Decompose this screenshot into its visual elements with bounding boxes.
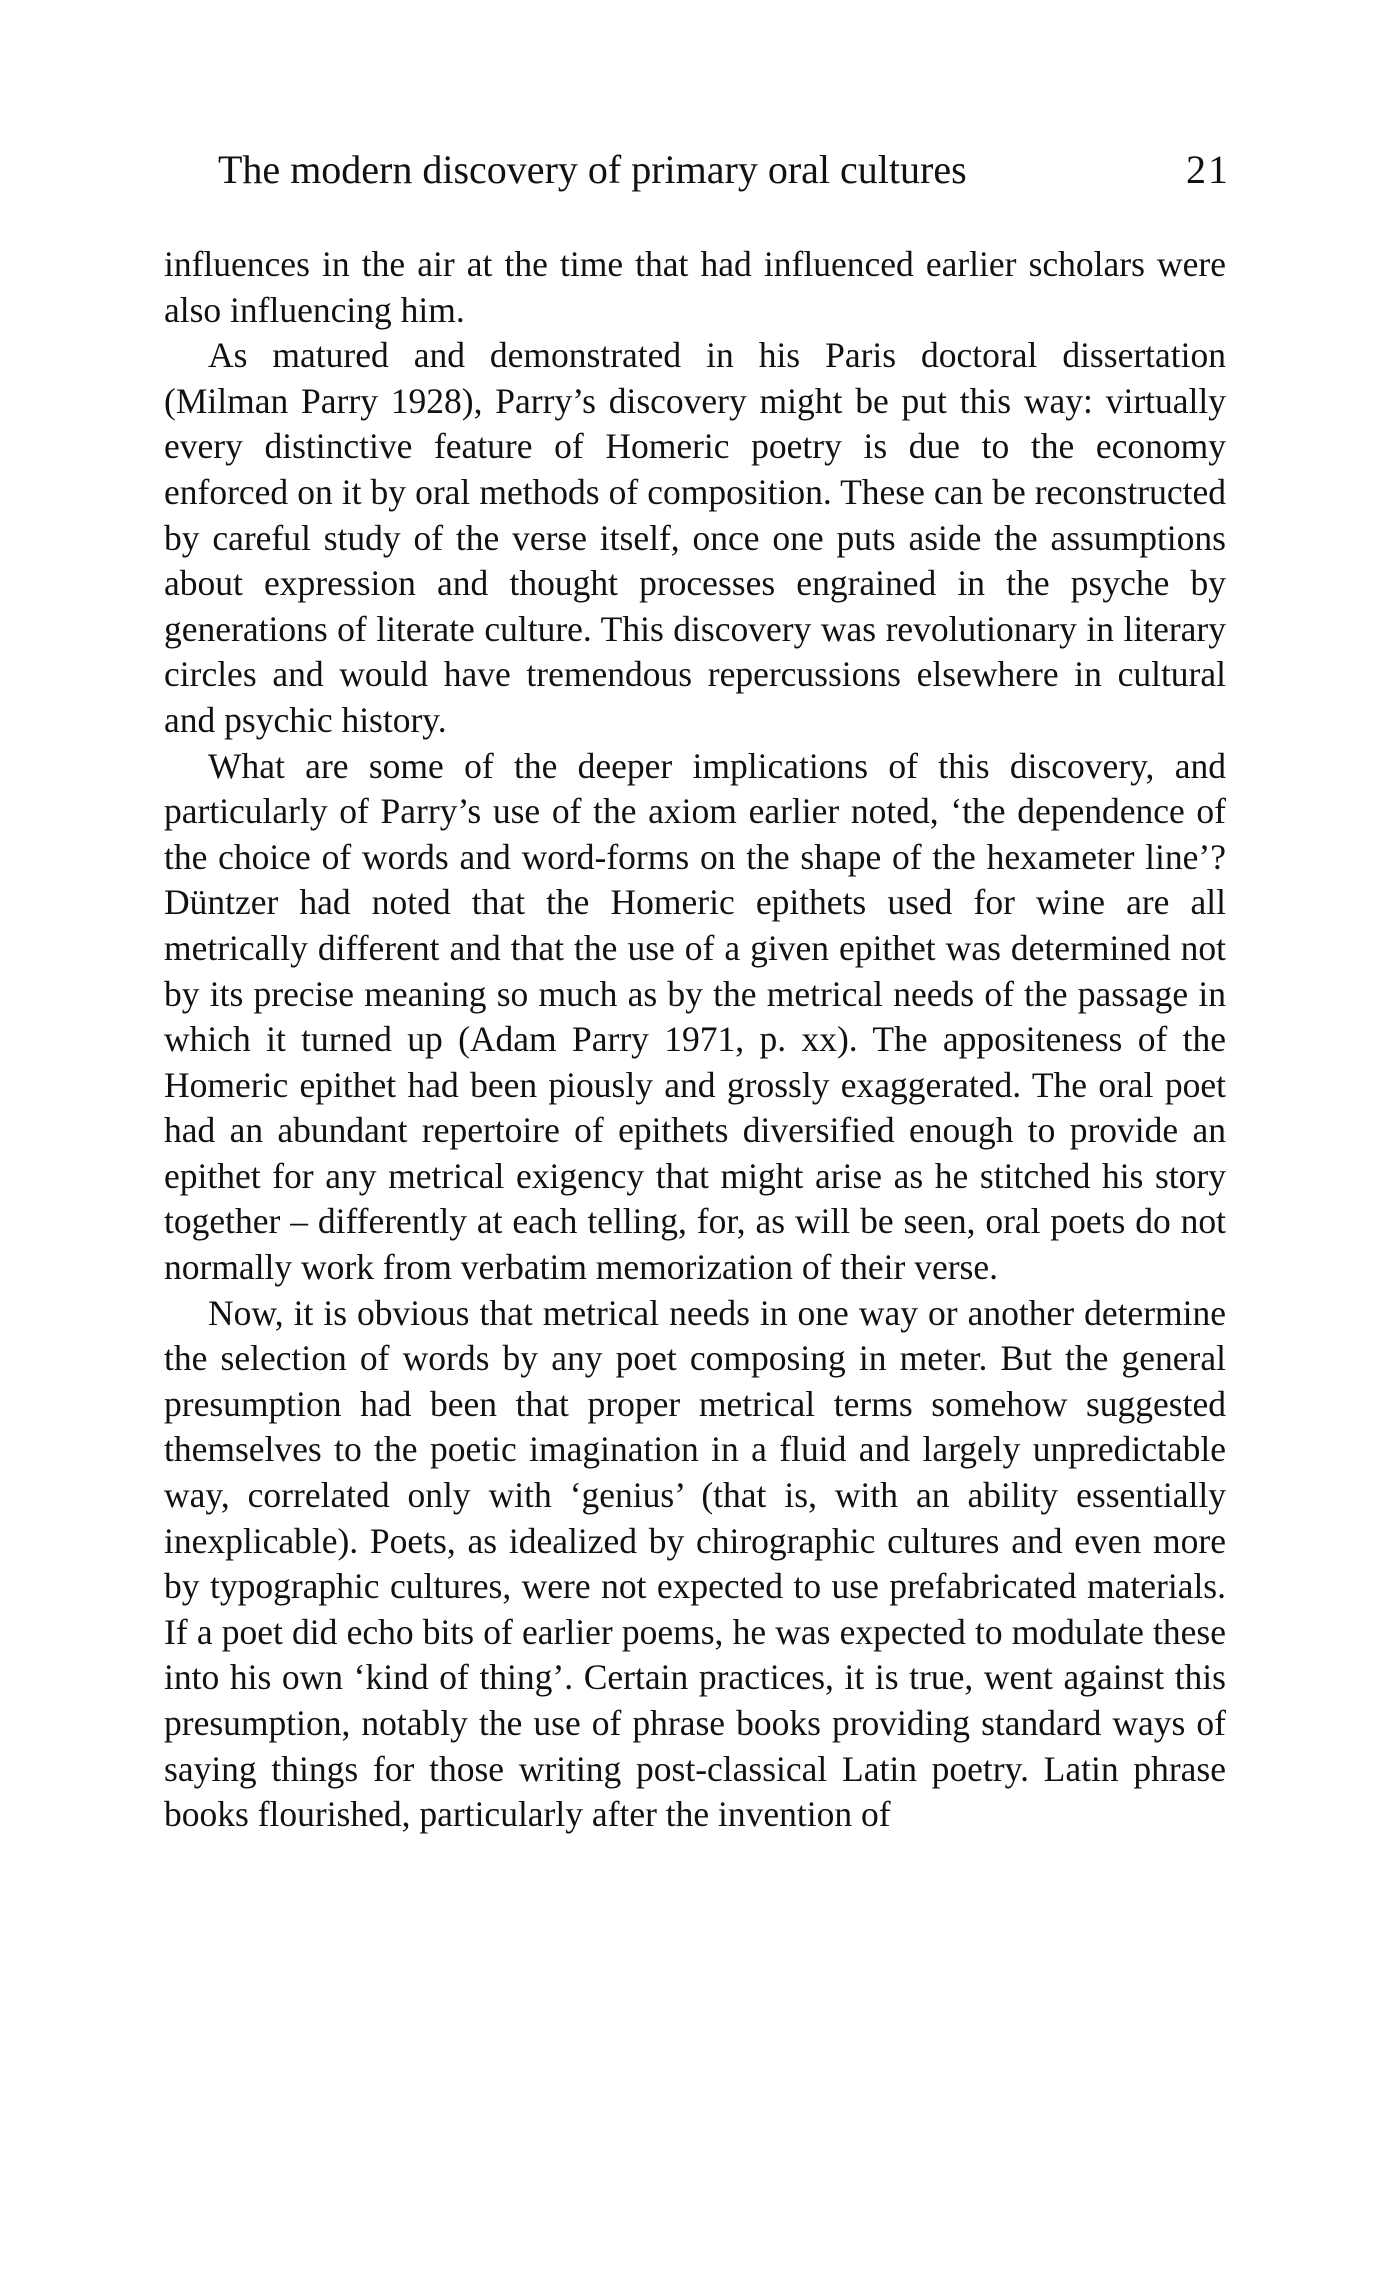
running-head (218, 146, 1230, 194)
paragraph: As matured and demonstrated in his Paris doctoral dissertation (Milman Parry 1928), Parry’s discovery might be put this way: virtually every distinctive feature of Homeric poetry is due to the economy enforced on it by oral methods of composition. These can be reconstructed by careful study of the verse itself, once one puts aside the assumptions about expression and thought processes engrained in the psyche by generations of literate culture. This discovery was revolutionary in literary circles and would have tremendous repercussions elsewhere in cultural and psychic history. (164, 335, 1226, 740)
page-number: 21 (1186, 147, 1230, 192)
paragraph: What are some of the deeper implications of this discovery, and particularly of Parry’s use of the axiom earlier noted, ‘the dependence of the choice of words and word-forms on the shape of the hexameter line’? Düntzer had noted that the Homeric epithets used for wine are all metrically different and that the use of a given epithet was determined not by its precise meaning so much as by the metrical needs of the passage in which it turned up (Adam Parry 1971, p. xx). The appositeness of the Homeric epithet had been piously and grossly exaggerated. The oral poet had an abundant repertoire of epithets diversified enough to provide an epithet for any metrical exigency that might arise as he stitched his story together – differently at each telling, for, as will be seen, oral poets do not normally work from verbatim memorization of their verse. (164, 745, 1226, 1288)
chapter-title: The modern discovery of primary oral cultures (218, 147, 967, 192)
paragraph: Now, it is obvious that metrical needs in one way or another determine the selection of words by any poet composing in meter. But the general presumption had been that proper metrical terms somehow suggested themselves to the poetic imagination in a fluid and largely unpredictable way, correlated only with ‘genius’ (that is, with an ability essentially inexplicable). Poets, as idealized by chirographic cultures and even more by typographic cultures, were not expected to use prefabricated materials. If a poet did echo bits of earlier poems, he was expected to modulate these into his own ‘kind of thing’. Certain practices, it is true, went against this presumption, notably the use of phrase books providing standard ways of saying things for those writing post-classical Latin poetry. Latin phrase books flourished, particularly after the invention of (164, 1292, 1226, 1835)
body-text (164, 242, 1226, 1838)
paragraph-continuation: influences in the air at the time that had influenced earlier scholars were also influencing him. (164, 244, 1226, 330)
